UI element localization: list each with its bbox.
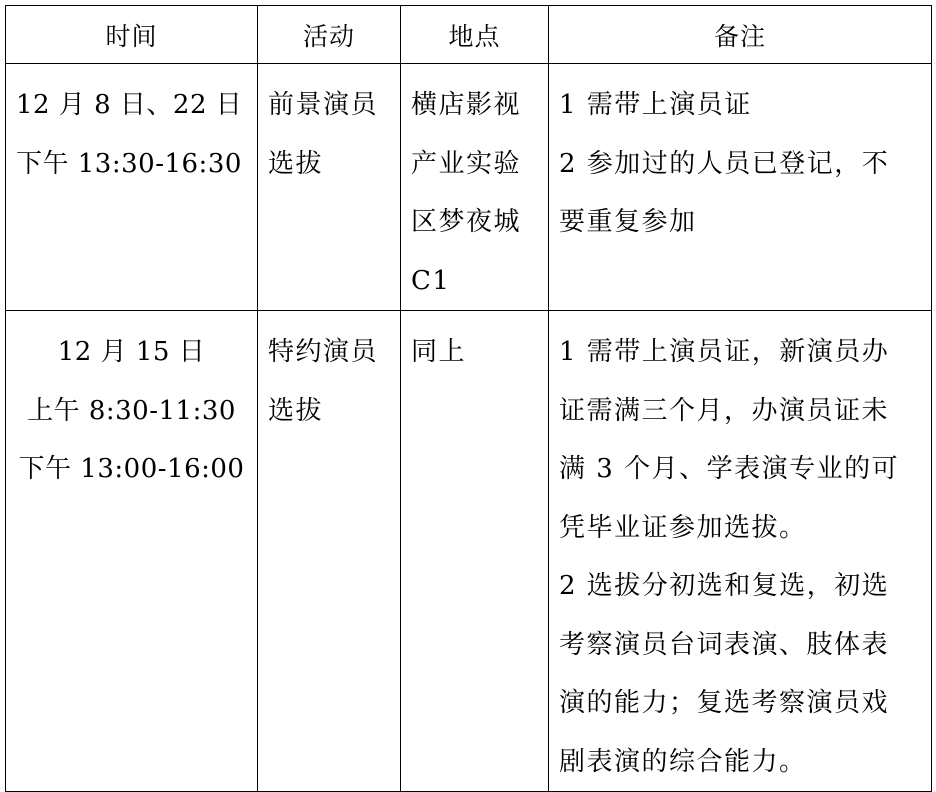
time-line: 下午 13:30-16:30 bbox=[16, 148, 242, 179]
notes-line: 演的能力；复选考察演员戏 bbox=[559, 688, 890, 718]
time-line: 下午 13:00-16:00 bbox=[18, 454, 245, 484]
table-row bbox=[6, 64, 932, 311]
table-header-row bbox=[6, 6, 932, 64]
time-line: 12 月 15 日 bbox=[57, 337, 206, 367]
time-cell bbox=[6, 64, 258, 311]
notes-line: 凭毕业证参加选拔。 bbox=[559, 512, 807, 543]
header-location: 地点 bbox=[401, 6, 549, 64]
notes-line: 剧表演的综合能力。 bbox=[559, 746, 807, 777]
header-time: 时间 bbox=[6, 6, 258, 64]
notes-line: 满 3 个月、学表演专业的可 bbox=[559, 454, 900, 484]
location-line: C1 bbox=[411, 265, 451, 296]
activity-cell bbox=[258, 311, 401, 792]
time-line: 12 月 8 日、22 日 bbox=[16, 90, 243, 120]
notes-line: 证需满三个月，办演员证未 bbox=[559, 395, 890, 426]
table-row bbox=[6, 311, 932, 792]
notes-cell bbox=[549, 311, 932, 792]
location-cell bbox=[401, 311, 549, 792]
notes-cell bbox=[549, 64, 932, 311]
activity-line: 前景演员 bbox=[268, 90, 379, 120]
location-line: 区梦夜城 bbox=[411, 207, 522, 237]
notes-line: 1 需带上演员证，新演员办 bbox=[559, 337, 890, 367]
time-line: 上午 8:30-11:30 bbox=[27, 395, 236, 426]
activity-line: 选拔 bbox=[268, 395, 324, 426]
header-notes: 备注 bbox=[549, 6, 932, 64]
schedule-table bbox=[5, 5, 932, 792]
location-cell bbox=[401, 64, 549, 311]
location-line: 产业实验 bbox=[411, 148, 522, 179]
activity-line: 选拔 bbox=[268, 148, 324, 179]
activity-cell bbox=[258, 64, 401, 311]
location-line: 同上 bbox=[411, 337, 467, 367]
header-activity: 活动 bbox=[258, 6, 401, 64]
notes-line: 2 选拔分初选和复选，初选 bbox=[559, 571, 890, 601]
notes-line: 1 需带上演员证 bbox=[559, 90, 752, 120]
activity-line: 特约演员 bbox=[268, 337, 379, 367]
time-cell bbox=[6, 311, 258, 792]
notes-line: 要重复参加 bbox=[559, 207, 697, 237]
notes-line: 考察演员台词表演、肢体表 bbox=[559, 629, 890, 660]
location-line: 横店影视 bbox=[411, 90, 522, 120]
notes-line: 2 参加过的人员已登记，不 bbox=[559, 148, 890, 179]
